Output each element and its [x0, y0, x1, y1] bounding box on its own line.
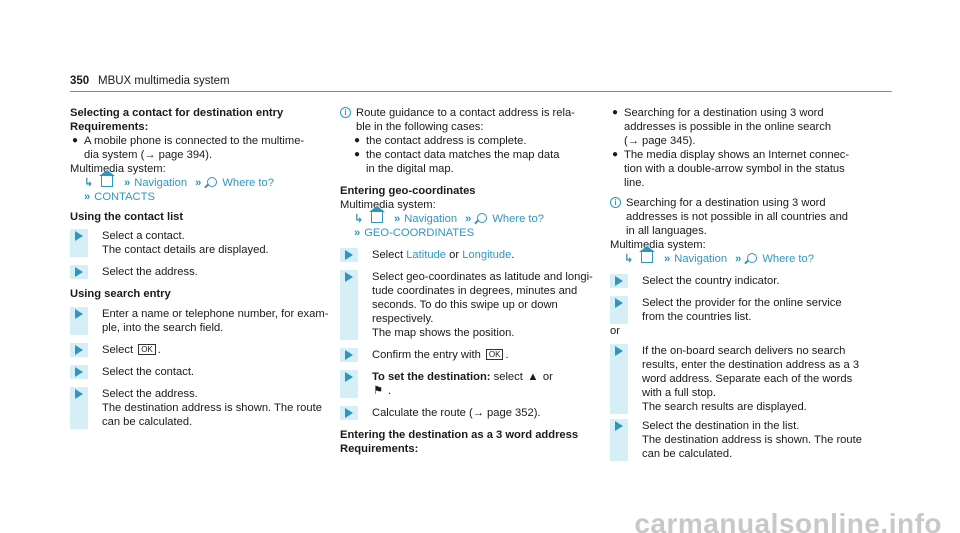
- path-navigation: Navigation: [404, 213, 458, 225]
- step: Select Latitude or Longitude.: [340, 248, 602, 262]
- chevron-icon: »: [354, 227, 361, 239]
- ok-key-icon: OK: [138, 344, 156, 355]
- search-icon: [747, 253, 757, 263]
- ok-key-icon: OK: [486, 349, 504, 360]
- requirement-item: ● The media display shows an Internet connec- tion with a double-arrow symbol in the status line.: [612, 149, 850, 189]
- path-navigation: Navigation: [674, 253, 728, 265]
- step: Select a contact. The contact details are displayed.: [70, 229, 332, 257]
- navigation-arrow-icon: ▲: [527, 371, 539, 383]
- menu-path-2: [340, 226, 602, 240]
- step: Select the address.: [70, 265, 332, 279]
- step-arrow-icon: [75, 309, 83, 319]
- path-where-to: Where to?: [222, 177, 274, 189]
- step-arrow-icon: [75, 367, 83, 377]
- info-icon: i: [340, 107, 351, 118]
- path-arrow-icon: ↳: [624, 253, 634, 265]
- step: Select OK .: [70, 343, 332, 357]
- step-arrow-icon: [75, 345, 83, 355]
- step-arrow-icon: [345, 250, 353, 260]
- subheading: Using the contact list: [70, 211, 184, 223]
- path-geo: GEO-COORDINATES: [364, 227, 475, 239]
- step: Select the contact.: [70, 365, 332, 379]
- home-icon: [641, 252, 653, 263]
- step: To set the destination: select ▲ or ⚑ .: [340, 370, 602, 398]
- path-where-to: Where to?: [492, 213, 544, 225]
- menu-path: [610, 252, 872, 266]
- page-header: [70, 74, 892, 92]
- step: Select the country indicator.: [610, 274, 872, 288]
- step-arrow-icon: [345, 372, 353, 382]
- home-icon: [371, 212, 383, 223]
- path-where-to: Where to?: [762, 253, 814, 265]
- multimedia-label: Multimedia system:: [70, 163, 166, 175]
- path-arrow-icon: ↳: [354, 213, 364, 225]
- step: Calculate the route (→ page 352).: [340, 406, 602, 420]
- step: Confirm the entry with OK .: [340, 348, 602, 362]
- note-item: ● the contact address is complete.: [354, 135, 527, 147]
- step-arrow-icon: [615, 421, 623, 431]
- page-title: MBUX multimedia system: [98, 75, 230, 87]
- step-arrow-icon: [615, 298, 623, 308]
- menu-path: [340, 212, 602, 226]
- chevron-icon: »: [735, 253, 742, 265]
- step-arrow-icon: [75, 231, 83, 241]
- step-arrow-icon: [345, 272, 353, 282]
- step: Select the provider for the online service from the countries list.: [610, 296, 872, 324]
- chevron-icon: »: [664, 253, 671, 265]
- path-navigation: Navigation: [134, 177, 188, 189]
- section-heading: Entering the destination as a 3 word address: [340, 429, 579, 441]
- step: Select the address. The destination address is shown. The route can be calculated.: [70, 387, 332, 429]
- multimedia-label: Multimedia system:: [340, 199, 436, 211]
- chevron-icon: »: [124, 177, 131, 189]
- chevron-icon: »: [195, 177, 202, 189]
- flag-icon: ⚑: [372, 385, 384, 397]
- column-3: [610, 106, 872, 461]
- step-arrow-icon: [75, 267, 83, 277]
- or-text: or: [610, 325, 620, 337]
- step: Enter a name or telephone number, for exam- ple, into the search field.: [70, 307, 332, 335]
- path-contacts: CONTACTS: [94, 191, 155, 203]
- column-2: [340, 106, 602, 456]
- step-arrow-icon: [345, 408, 353, 418]
- multimedia-label: Multimedia system:: [610, 239, 706, 251]
- step-arrow-icon: [615, 276, 623, 286]
- info-icon: i: [610, 197, 621, 208]
- path-arrow-icon: ↳: [84, 177, 94, 189]
- step-arrow-icon: [75, 389, 83, 399]
- requirement-item: ● Searching for a destination using 3 word addresses is possible in the online search (→ page 345).: [612, 107, 832, 147]
- step: If the on-board search delivers no search results, enter the destination address as a 3 word address. Separate each of the words with a full stop. The search results are displayed.: [610, 344, 872, 414]
- step: Select the destination in the list. The destination address is shown. The route can be calculated.: [610, 419, 872, 461]
- note: i Route guidance to a contact address is rela- ble in the following cases:: [340, 106, 602, 134]
- chevron-icon: »: [84, 191, 91, 203]
- requirement-item: ● A mobile phone is connected to the multime- dia system (→ page 394).: [72, 135, 305, 161]
- requirements-label: Requirements:: [70, 121, 149, 133]
- menu-path: [70, 176, 332, 190]
- requirements-label: Requirements:: [340, 443, 419, 455]
- search-icon: [477, 213, 487, 223]
- chevron-icon: »: [394, 213, 401, 225]
- search-icon: [207, 177, 217, 187]
- chevron-icon: »: [465, 213, 472, 225]
- note-item: ● the contact data matches the map data in the digital map.: [354, 149, 560, 175]
- watermark: carmanualsonline.info: [634, 508, 942, 533]
- home-icon: [101, 176, 113, 187]
- section-heading: Entering geo-coordinates: [340, 185, 476, 197]
- section-heading: Selecting a contact for destination entry: [70, 107, 284, 119]
- step: Select geo-coordinates as latitude and longi- tude coordinates in degrees, minutes and seconds. To do this swipe up or down respectively. The map shows the position.: [340, 270, 602, 340]
- menu-path-2: [70, 190, 332, 204]
- column-1: [70, 106, 332, 429]
- note: i Searching for a destination using 3 word addresses is not possible in all countries and in all languages.: [610, 196, 872, 238]
- step-arrow-icon: [345, 350, 353, 360]
- step-arrow-icon: [615, 346, 623, 356]
- subheading: Using search entry: [70, 288, 171, 300]
- page-number: 350: [70, 75, 90, 87]
